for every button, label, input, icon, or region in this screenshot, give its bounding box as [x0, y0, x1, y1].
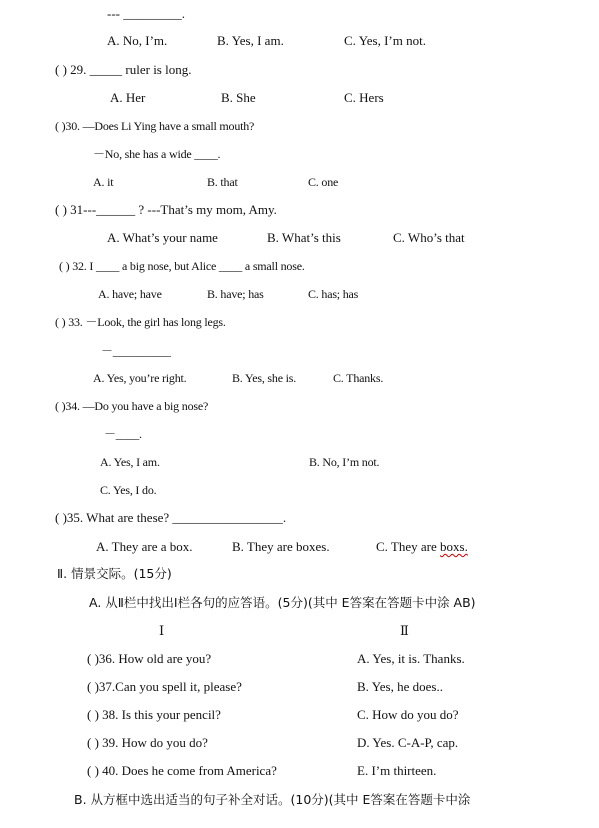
answer-blank-line: --- _________. [107, 6, 185, 21]
q30-response: －No, she has a wide ____. [93, 147, 221, 161]
q29-option-b: B. She [221, 90, 256, 105]
q34-option-a: A. Yes, I am. [100, 455, 160, 469]
q29-option-c: C. Hers [344, 90, 384, 105]
q31-option-b: B. What’s this [267, 230, 341, 245]
question-30: ( )30. —Does Li Ying have a small mouth? [55, 119, 255, 133]
question-39: ( ) 39. How do you do? [87, 735, 208, 750]
q35-option-b: B. They are boxes. [232, 539, 330, 554]
question-31: ( ) 31---______ ? ---That’s my mom, Amy. [55, 202, 277, 217]
q31-option-a: A. What’s your name [107, 230, 218, 245]
q32-option-c: C. has; has [308, 287, 359, 301]
q33-response: －__________ [101, 344, 171, 358]
question-35: ( )35. What are these? _________________. [55, 510, 287, 525]
q33-option-c: C. Thanks. [333, 371, 384, 385]
misspelled-word: boxs. [440, 539, 468, 554]
q33-option-b: B. Yes, she is. [232, 371, 297, 385]
q32-option-b: B. have; has [207, 287, 264, 301]
q34-response: －____. [104, 427, 142, 441]
q28-option-b: B. Yes, I am. [217, 33, 284, 48]
part-b-instruction: B. 从方框中选出适当的句子补全对话。(10分)(其中 E答案在答题卡中涂 [74, 792, 471, 807]
q28-option-a: A. No, I’m. [107, 33, 168, 48]
answer-a: A. Yes, it is. Thanks. [357, 651, 465, 666]
q31-option-c: C. Who’s that [393, 230, 465, 245]
question-36: ( )36. How old are you? [87, 651, 212, 666]
q28-option-c: C. Yes, I’m not. [344, 33, 426, 48]
question-29: ( ) 29. _____ ruler is long. [55, 62, 192, 77]
answer-c: C. How do you do? [357, 707, 459, 722]
question-33: ( ) 33. －Look, the girl has long legs. [55, 315, 226, 329]
part-a-instruction: A. 从Ⅱ栏中找出Ⅰ栏各句的应答语。(5分)(其中 E答案在答题卡中涂 AB) [89, 595, 476, 610]
question-40: ( ) 40. Does he come from America? [87, 763, 277, 778]
column-2-header: Ⅱ [400, 623, 409, 638]
question-32: ( ) 32. I ____ a big nose, but Alice ____ a small nose. [59, 259, 305, 273]
q32-option-a: A. have; have [98, 287, 162, 301]
question-38: ( ) 38. Is this your pencil? [87, 707, 221, 722]
column-1-header: Ⅰ [159, 623, 165, 638]
q35-option-a: A. They are a box. [96, 539, 193, 554]
q34-option-b: B. No, I’m not. [309, 455, 380, 469]
question-34: ( )34. —Do you have a big nose? [55, 399, 209, 413]
q29-option-a: A. Her [110, 90, 146, 105]
answer-e: E. I’m thirteen. [357, 763, 437, 778]
answer-b: B. Yes, he does.. [357, 679, 443, 694]
q30-option-b: B. that [207, 175, 238, 189]
q33-option-a: A. Yes, you’re right. [93, 371, 187, 385]
q30-option-c: C. one [308, 175, 339, 189]
q35-option-c: C. They are boxs. [376, 539, 468, 554]
q30-option-a: A. it [93, 175, 114, 189]
q34-option-c: C. Yes, I do. [100, 483, 157, 497]
answer-d: D. Yes. C-A-P, cap. [357, 735, 459, 750]
section-2-heading: Ⅱ. 情景交际。(15分) [57, 566, 172, 581]
question-37: ( )37.Can you spell it, please? [87, 679, 242, 694]
